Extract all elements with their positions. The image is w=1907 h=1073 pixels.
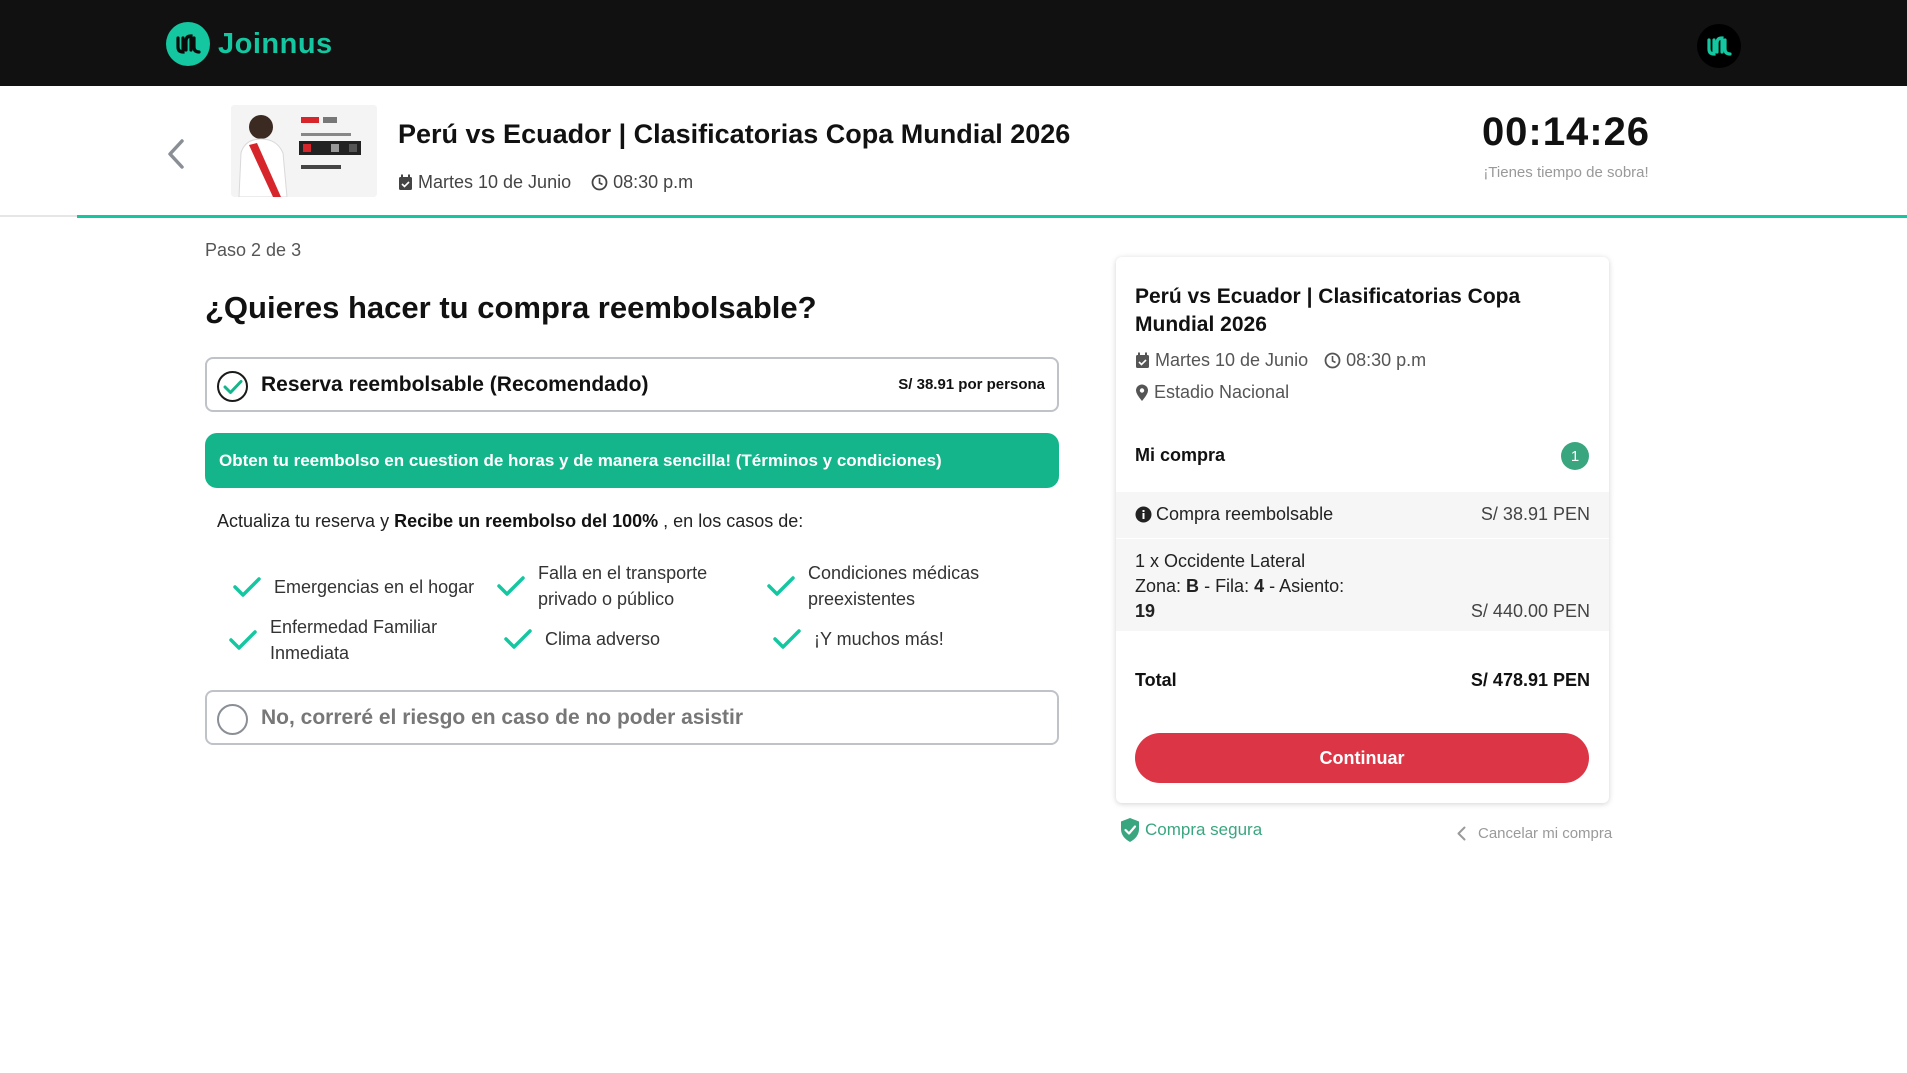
- joinnus-logo[interactable]: [166, 22, 333, 66]
- joinnus-logo-text: Joinnus: [218, 27, 333, 60]
- secure-purchase-badge: [1119, 817, 1262, 843]
- event-date: Martes 10 de Junio: [418, 172, 572, 192]
- summary-event-datetime: [1135, 350, 1426, 371]
- refundable-radio-checked[interactable]: [217, 371, 248, 402]
- user-avatar[interactable]: [1697, 24, 1741, 68]
- calendar-icon: [1135, 352, 1150, 369]
- check-icon: [496, 575, 526, 597]
- check-icon: [223, 379, 243, 395]
- row-label: Fila:: [1215, 576, 1250, 596]
- non-refundable-radio[interactable]: [217, 704, 248, 735]
- benefit-label: Emergencias en el hogar: [274, 577, 475, 597]
- benefit-label: ¡Y muchos más!: [814, 629, 944, 649]
- clock-icon: [591, 174, 608, 191]
- benefit-label: Clima adverso: [545, 629, 661, 649]
- total-label: Total: [1135, 670, 1177, 690]
- seat-label: Asiento:: [1279, 576, 1345, 596]
- order-summary-card: [1116, 257, 1609, 803]
- refund-banner-text: Obten tu reembolso en cuestion de horas y de manera sencilla! (Términos y condiciones): [219, 450, 942, 470]
- ticket-price: S/ 440.00 PEN: [1470, 601, 1590, 621]
- page-title: ¿Quieres hacer tu compra reembolsable?: [205, 290, 817, 325]
- secure-purchase-text: Compra segura: [1145, 820, 1263, 839]
- benefit-item: [496, 560, 756, 612]
- benefit-item: [232, 574, 492, 600]
- purchase-count-badge: 1: [1561, 442, 1589, 470]
- check-icon: [766, 575, 796, 597]
- refund-line-label[interactable]: [1135, 504, 1333, 525]
- benefit-label: Enfermedad Familiar Inmediata: [270, 617, 438, 663]
- benefit-label: Condiciones médicas preexistentes: [808, 563, 980, 609]
- refundable-option[interactable]: [205, 357, 1059, 412]
- zone-value: B: [1186, 576, 1200, 596]
- ticket-description: 1 x Occidente Lateral: [1135, 551, 1306, 571]
- non-refundable-option[interactable]: [205, 690, 1059, 745]
- summary-venue: [1135, 382, 1289, 403]
- benefit-item: [228, 614, 488, 666]
- my-purchase-heading: Mi compra: [1135, 445, 1226, 465]
- total-value: S/ 478.91 PEN: [1470, 670, 1590, 690]
- check-icon: [503, 628, 533, 650]
- event-meta: [398, 172, 693, 193]
- summary-event-title: Perú vs Ecuador | Clasificatorias Copa Mundial 2026: [1135, 285, 1521, 336]
- info-icon[interactable]: [1135, 506, 1152, 523]
- row-value: 4: [1254, 576, 1265, 596]
- non-refundable-option-label: No, correré el riesgo en caso de no poder asistir: [261, 706, 743, 729]
- check-icon: [772, 628, 802, 650]
- cancel-purchase-text: Cancelar mi compra: [1478, 825, 1613, 842]
- benefit-label: Falla en el transporte privado o público: [538, 563, 708, 609]
- refund-description-suffix: , en los casos de:: [658, 511, 804, 531]
- summary-venue-text: Estadio Nacional: [1154, 382, 1290, 402]
- refund-line-item: [1116, 492, 1609, 538]
- clock-icon: [1324, 352, 1341, 369]
- shield-check-icon: [1119, 817, 1141, 843]
- event-thumbnail: [231, 105, 377, 197]
- continue-button[interactable]: Continuar: [1135, 733, 1589, 783]
- back-button[interactable]: [162, 134, 190, 174]
- refundable-option-price: S/ 38.91 por persona: [898, 376, 1045, 393]
- refundable-option-label: Reserva reembolsable (Recomendado): [261, 373, 649, 396]
- calendar-icon: [398, 174, 413, 191]
- seat-value: 19: [1135, 601, 1156, 621]
- ticket-seat-info: Zona: B - Fila: 4 - Asiento:: [1135, 576, 1345, 596]
- check-icon: [228, 629, 258, 651]
- step-progress-bar: [77, 215, 1907, 218]
- map-pin-icon: [1135, 384, 1149, 402]
- summary-date: Martes 10 de Junio: [1155, 350, 1309, 370]
- timer-subtitle: ¡Tienes tiempo de sobra!: [1483, 164, 1649, 181]
- joinnus-logo-mark-icon: [166, 22, 210, 66]
- header-divider: [0, 215, 77, 217]
- countdown-timer: 00:14:26: [1481, 110, 1651, 154]
- benefit-item: [503, 626, 763, 652]
- step-indicator: Paso 2 de 3: [205, 240, 302, 260]
- cancel-purchase-link[interactable]: [1457, 825, 1612, 842]
- benefit-item: [766, 560, 1026, 612]
- event-header: [0, 86, 1907, 216]
- refund-description-prefix: Actualiza tu reserva y: [217, 511, 395, 531]
- benefit-item: [772, 626, 1032, 652]
- refund-description: [217, 511, 803, 532]
- refund-line-price: S/ 38.91 PEN: [1480, 504, 1590, 524]
- ticket-line-item: [1116, 539, 1609, 631]
- chevron-left-icon: [167, 138, 185, 170]
- event-title: Perú vs Ecuador | Clasificatorias Copa Mundial 2026: [398, 119, 1071, 149]
- event-time: 08:30 p.m: [613, 172, 694, 192]
- check-icon: [232, 576, 262, 598]
- refund-description-highlight: Recibe un reembolso del 100%: [394, 511, 659, 531]
- refund-info-banner[interactable]: [205, 433, 1059, 488]
- top-navbar: [0, 0, 1907, 86]
- summary-time: 08:30 p.m: [1346, 350, 1427, 370]
- zone-label: Zona:: [1135, 576, 1182, 596]
- refund-line-text: Compra reembolsable: [1156, 504, 1334, 524]
- chevron-left-icon: [1457, 826, 1466, 841]
